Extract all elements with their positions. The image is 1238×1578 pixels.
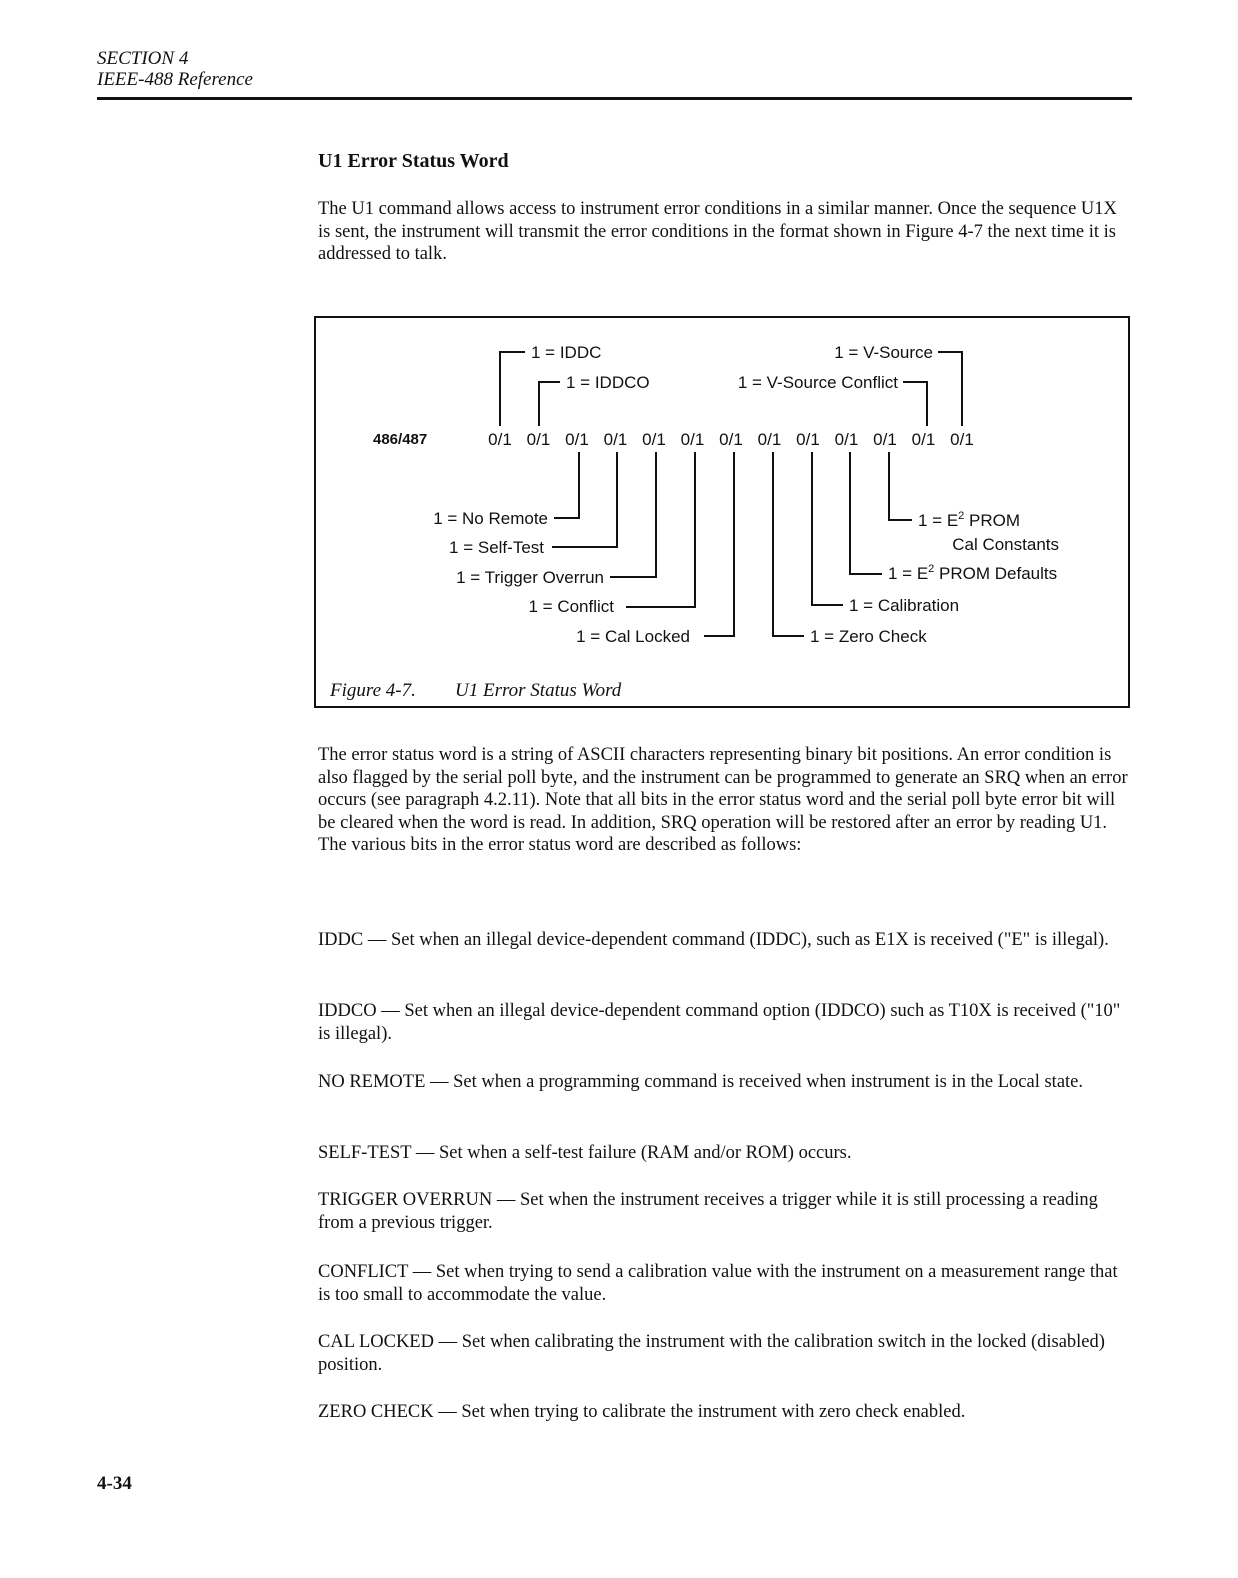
label-e2prom-defaults: $1 = E^2$ PROM Defaults [888, 563, 1058, 583]
label-iddco: 1 = IDDCO [566, 373, 650, 392]
model-label: 486/487 [373, 431, 428, 448]
line-self-test [552, 452, 617, 547]
definition-cal-locked: CAL LOCKED — Set when calibrating the instrument with the calibration switch in the locked (disabled) position. [318, 1332, 1105, 1375]
definition-zero-check: ZERO CHECK — Set when trying to calibrate the instrument with zero check enabled. [318, 1402, 966, 1422]
line-cal-locked [704, 452, 734, 636]
label-no-remote: 1 = No Remote [433, 509, 548, 528]
bit-1: 0/1 [488, 430, 512, 449]
figure-caption-number: Figure 4-7. [330, 680, 416, 701]
label-zero-check: 1 = Zero Check [810, 627, 927, 646]
bit-2: 0/1 [526, 430, 551, 449]
label-vsource: 1 = V-Source [834, 343, 933, 362]
label-calibration: 1 = Calibration [849, 596, 960, 615]
definition-iddc: IDDC — Set when an illegal device-dependent command (IDDC), such as E1X is received ("E" is illegal). [318, 930, 1109, 950]
bit-12: 0/1 [911, 430, 936, 449]
section-subtitle: IEEE-488 Reference [97, 69, 253, 90]
figure-u1-error-status-word [314, 316, 1130, 708]
bit-11: 0/1 [873, 430, 897, 449]
section-label: SECTION 4 [97, 48, 189, 69]
figure-caption-title: U1 Error Status Word [455, 680, 622, 701]
line-zero-check [773, 452, 804, 636]
label-e2prom-cal: $1 = E^2$ PROM [918, 510, 1021, 530]
bit-row [488, 430, 974, 449]
definition-trigger-overrun: TRIGGER OVERRUN — Set when the instrument receives a trigger while it is still processing a reading from a previous trigger. [318, 1190, 1098, 1233]
connector-lines [500, 352, 962, 636]
line-no-remote [554, 452, 579, 518]
bit-13: 0/1 [950, 430, 974, 449]
intro-paragraph: The U1 command allows access to instrument error conditions in a similar manner. Once the sequence U1X is sent, the instrument will transmit the error conditions in the format shown in Figure 4-7 the next time it is addressed to talk. [318, 199, 1117, 264]
section-header [97, 48, 253, 90]
label-vsource-conflict: 1 = V-Source Conflict [737, 373, 898, 392]
line-calibration [812, 452, 843, 605]
bit-10: 0/1 [834, 430, 859, 449]
definition-conflict: CONFLICT — Set when trying to send a calibration value with the instrument on a measurement range that is too small to accommodate the value. [318, 1262, 1118, 1305]
section-heading: U1 Error Status Word [318, 150, 509, 172]
bit-5: 0/1 [642, 430, 666, 449]
definition-iddco: IDDCO — Set when an illegal device-dependent command option (IDDCO) such as T10X is received ("10" is illegal). [318, 1001, 1121, 1044]
line-vsource [938, 352, 962, 426]
line-iddco [539, 382, 560, 426]
page-number: 4-34 [97, 1473, 132, 1494]
label-trigger-overrun: 1 = Trigger Overrun [456, 568, 604, 587]
bit-7: 0/1 [719, 430, 743, 449]
line-conflict [626, 452, 695, 607]
bit-4: 0/1 [603, 430, 628, 449]
label-self-test: 1 = Self-Test [449, 538, 544, 557]
definition-no-remote: NO REMOTE — Set when a programming command is received when instrument is in the Local state. [318, 1072, 1084, 1092]
bit-6: 0/1 [680, 430, 705, 449]
definition-self-test: SELF-TEST — Set when a self-test failure (RAM and/or ROM) occurs. [318, 1143, 852, 1163]
header-rule [97, 97, 1132, 100]
body-paragraph: The error status word is a string of ASCII characters representing binary bit positions. An error condition is also flagged by the serial poll byte, and the instrument can be programmed to generate an SRQ when an error occurs (see paragraph 4.2.11). Note that all bits in the error status word and the serial poll byte error bit will be cleared when the word is read. In addition, SRQ operation will be restored after an error by reading U1. The various bits in the error status word are described as follows: [318, 745, 1128, 855]
line-e2prom-cal [889, 452, 912, 520]
label-iddc: 1 = IDDC [531, 343, 602, 362]
label-conflict: 1 = Conflict [528, 597, 614, 616]
line-e2prom-defaults [850, 452, 882, 574]
bit-diagram [316, 318, 1128, 706]
bit-8: 0/1 [757, 430, 782, 449]
bit-3: 0/1 [565, 430, 589, 449]
label-e2prom-cal-line2: Cal Constants [952, 535, 1059, 554]
bit-9: 0/1 [796, 430, 820, 449]
line-iddc [500, 352, 525, 426]
label-cal-locked: 1 = Cal Locked [576, 627, 690, 646]
line-vsource-conflict [903, 382, 927, 426]
